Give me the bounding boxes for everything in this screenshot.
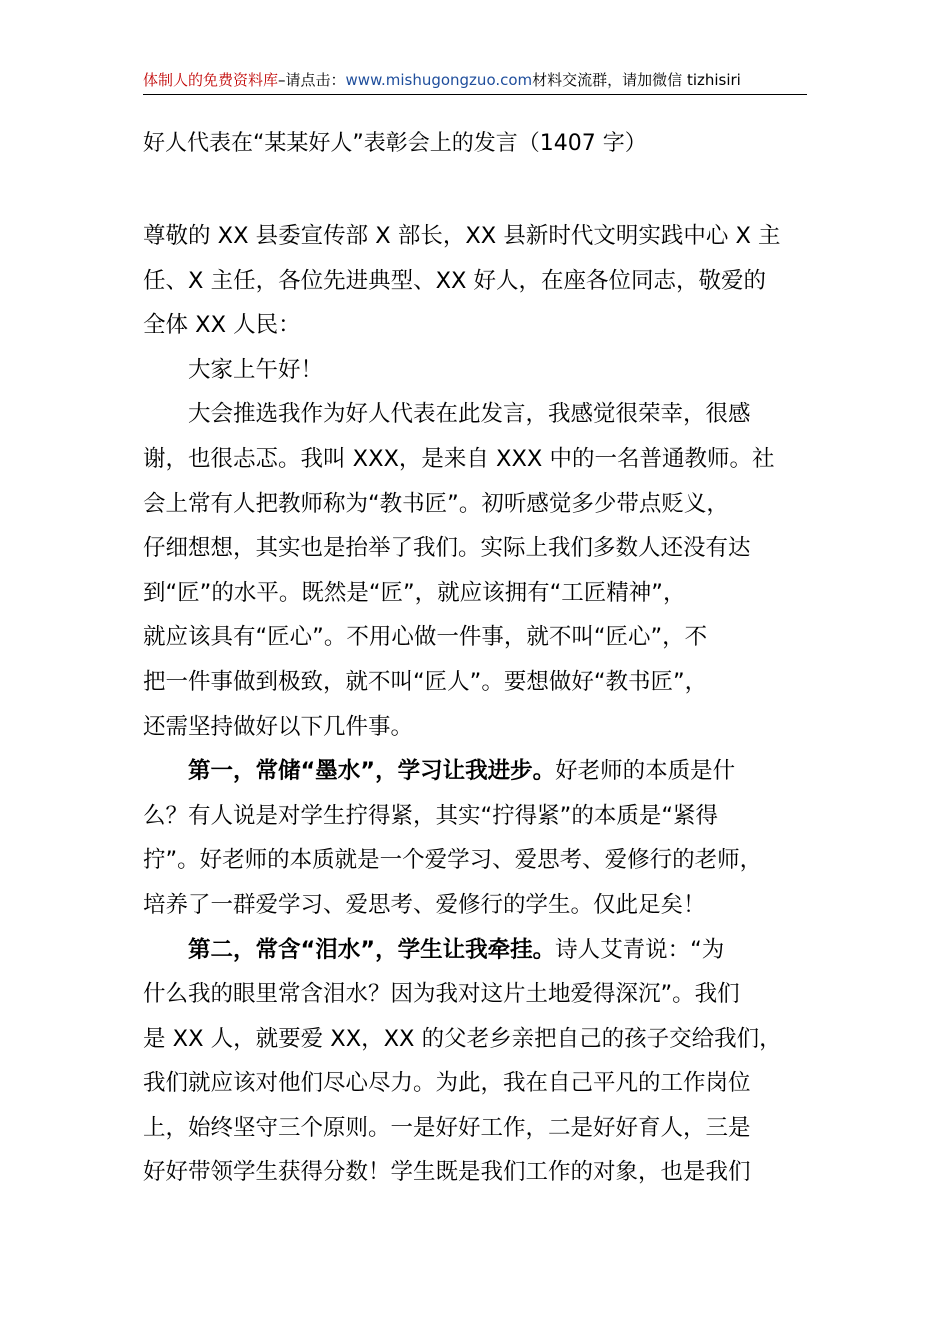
paragraph-line: 就应该具有“匠心”。不用心做一件事，就不叫“匠心”，不	[143, 624, 708, 651]
salutation-line: 任、X 主任，各位先进典型、XX 好人，在座各位同志，敬爱的	[143, 267, 767, 294]
section-two-heading: 第二，常含“泪水”，学生让我牵挂。	[188, 936, 556, 963]
header-prompt: –请点击：	[278, 71, 346, 89]
header-suffix: 材料交流群，请加微信 tizhisiri	[532, 71, 741, 89]
section-one-text: 好老师的本质是什	[555, 758, 736, 785]
header-brand: 体制人的免费资料库	[143, 71, 279, 89]
header-url-link[interactable]: www.mishugongzuo.com	[345, 71, 533, 89]
paragraph-line: 谢，也很忐忑。我叫 XXX，是来自 XXX 中的一名普通教师。社	[143, 445, 775, 472]
document-header	[143, 70, 807, 95]
paragraph-line: 培养了一群爱学习、爱思考、爱修行的学生。仅此足矣！	[143, 891, 706, 918]
document-title: 好人代表在“某某好人”表彰会上的发言（1407 字）	[143, 131, 647, 156]
paragraph-line: 么？有人说是对学生拧得紧，其实“拧得紧”的本质是“紧得	[143, 802, 718, 829]
section-two-line	[143, 928, 823, 973]
greeting-line: 大家上午好！	[188, 356, 324, 383]
salutation-line: 全体 XX 人民：	[143, 312, 301, 339]
document-body	[143, 214, 823, 1195]
section-one-heading: 第一，常储“墨水”，学习让我进步。	[188, 758, 556, 785]
section-two-text: 诗人艾青说：“为	[555, 936, 725, 963]
paragraph-line: 好好带领学生获得分数！学生既是我们工作的对象，也是我们	[143, 1159, 751, 1186]
paragraph-line: 还需坚持做好以下几件事。	[143, 713, 414, 740]
paragraph-line: 拧”。好老师的本质就是一个爱学习、爱思考、爱修行的老师，	[143, 847, 763, 874]
paragraph-line: 到“匠”的水平。既然是“匠”，就应该拥有“工匠精神”，	[143, 579, 686, 606]
salutation-line: 尊敬的 XX 县委宣传部 X 部长，XX 县新时代文明实践中心 X 主	[143, 223, 781, 249]
paragraph-line: 把一件事做到极致，就不叫“匠人”。要想做好“教书匠”，	[143, 668, 708, 695]
paragraph-line: 我们就应该对他们尽心尽力。为此，我在自己平凡的工作岗位	[143, 1070, 751, 1097]
paragraph-line: 会上常有人把教师称为“教书匠”。初听感觉多少带点贬义，	[143, 490, 729, 517]
paragraph-line: 什么我的眼里常含泪水？因为我对这片土地爱得深沉”。我们	[143, 981, 740, 1008]
paragraph-line: 大会推选我作为好人代表在此发言，我感觉很荣幸，很感	[188, 401, 751, 428]
paragraph-line: 是 XX 人，就要爱 XX，XX 的父老乡亲把自己的孩子交给我们，	[143, 1025, 782, 1052]
paragraph-line: 仔细想想，其实也是抬举了我们。实际上我们多数人还没有达	[143, 535, 751, 562]
paragraph-line: 上，始终坚守三个原则。一是好好工作，二是好好育人，三是	[143, 1114, 751, 1141]
section-one-line	[143, 749, 823, 794]
